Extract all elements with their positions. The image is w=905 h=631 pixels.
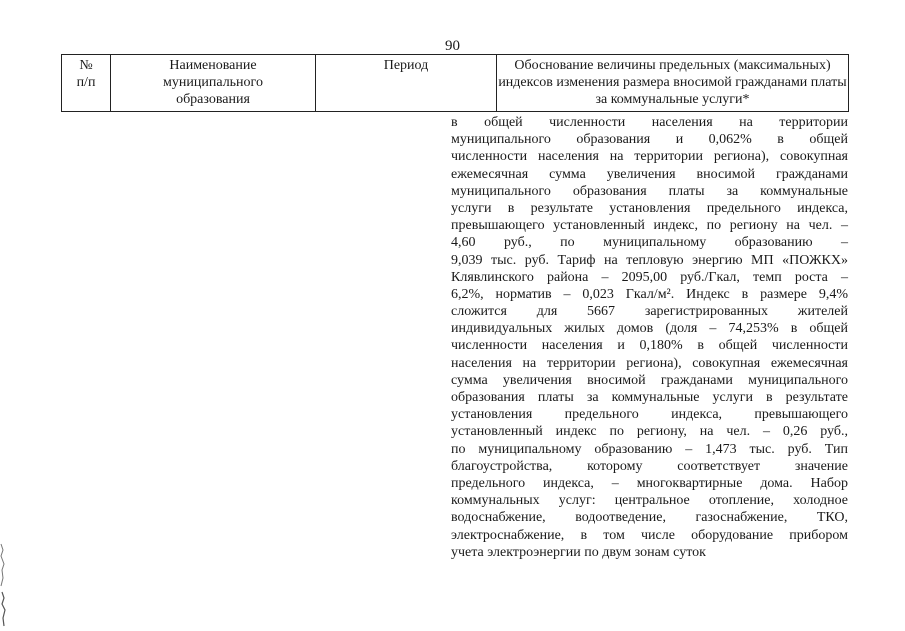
text-line: электроснабжение, в том числе оборудование прибором [451, 527, 848, 543]
text-line: сумма увеличения вносимой гражданами муниципального [451, 372, 848, 388]
text-line: предельного индекса, – многоквартирные дома. Набор [451, 475, 848, 491]
text-line: установленный индекс по региону, на чел. – 0,26 руб., [451, 424, 848, 440]
text-line: 9,039 тыс. руб. Тариф на тепловую энергию МП «ПОЖКХ» [451, 252, 848, 268]
header-text: муниципального [163, 75, 263, 90]
text-line: по муниципальному образованию – 1,473 тыс. руб. Тип [451, 441, 848, 457]
text-line: муниципального образования платы за коммунальные [451, 183, 848, 199]
text-line: Клявлинского района – 2095,00 руб./Гкал, темп роста – [451, 269, 848, 285]
text-line: в общей численности населения на территории [451, 115, 848, 130]
header-cell-municipality [111, 55, 316, 111]
page-number: 90 [445, 38, 460, 54]
text-line: индивидуальных жилых домов (доля – 74,253% в общей [451, 321, 848, 337]
header-cell-number [62, 55, 111, 111]
header-text: п/п [76, 75, 96, 90]
text-line: 4,60 руб., по муниципальному образованию – [451, 235, 848, 251]
header-text: Обоснование величины предельных (максимальных) [514, 58, 831, 73]
text-line: сложится для 5667 зарегистрированных жителей [451, 304, 848, 320]
text-line: превышающего установленный индекс, по региону на чел. – [451, 218, 848, 234]
header-text: № [79, 58, 93, 73]
text-line: услуги в результате установления предельного индекса, [451, 200, 848, 216]
text-line: 6,2%, норматив – 0,023 Гкал/м². Индекс в размере 9,4% [451, 286, 848, 302]
scan-edge-marks [0, 540, 8, 631]
text-line: муниципального образования и 0,062% в общей [451, 132, 848, 148]
text-line: благоустройства, которому соответствует значение [451, 458, 848, 474]
justification-text [451, 114, 848, 561]
header-cell-justification [497, 55, 848, 111]
text-line: ежемесячная сумма увеличения вносимой гражданами [451, 166, 848, 182]
text-line: численности населения и 0,180% в общей численности [451, 338, 848, 354]
text-line: учета электроэнергии по двум зонам суток [451, 544, 706, 560]
text-line: численности населения на территории региона), совокупная [451, 149, 848, 165]
text-line: водоснабжение, водоотведение, газоснабжение, ТКО, [451, 510, 848, 526]
text-line: населения на территории региона), совокупная ежемесячная [451, 355, 848, 371]
header-text: образования [176, 92, 250, 107]
text-line: образования платы за коммунальные услуги в результате [451, 390, 848, 405]
header-text: за коммунальные услуги* [595, 92, 750, 107]
text-line: установления предельного индекса, превышающего [451, 407, 848, 423]
header-text: индексов изменения размера вносимой гражданами платы [498, 75, 847, 90]
text-line: коммунальных услуг: центральное отопление, холодное [451, 493, 848, 509]
table-header [61, 54, 849, 112]
header-text: Наименование [169, 58, 257, 73]
header-cell-period [316, 55, 497, 111]
header-text: Период [383, 58, 429, 73]
